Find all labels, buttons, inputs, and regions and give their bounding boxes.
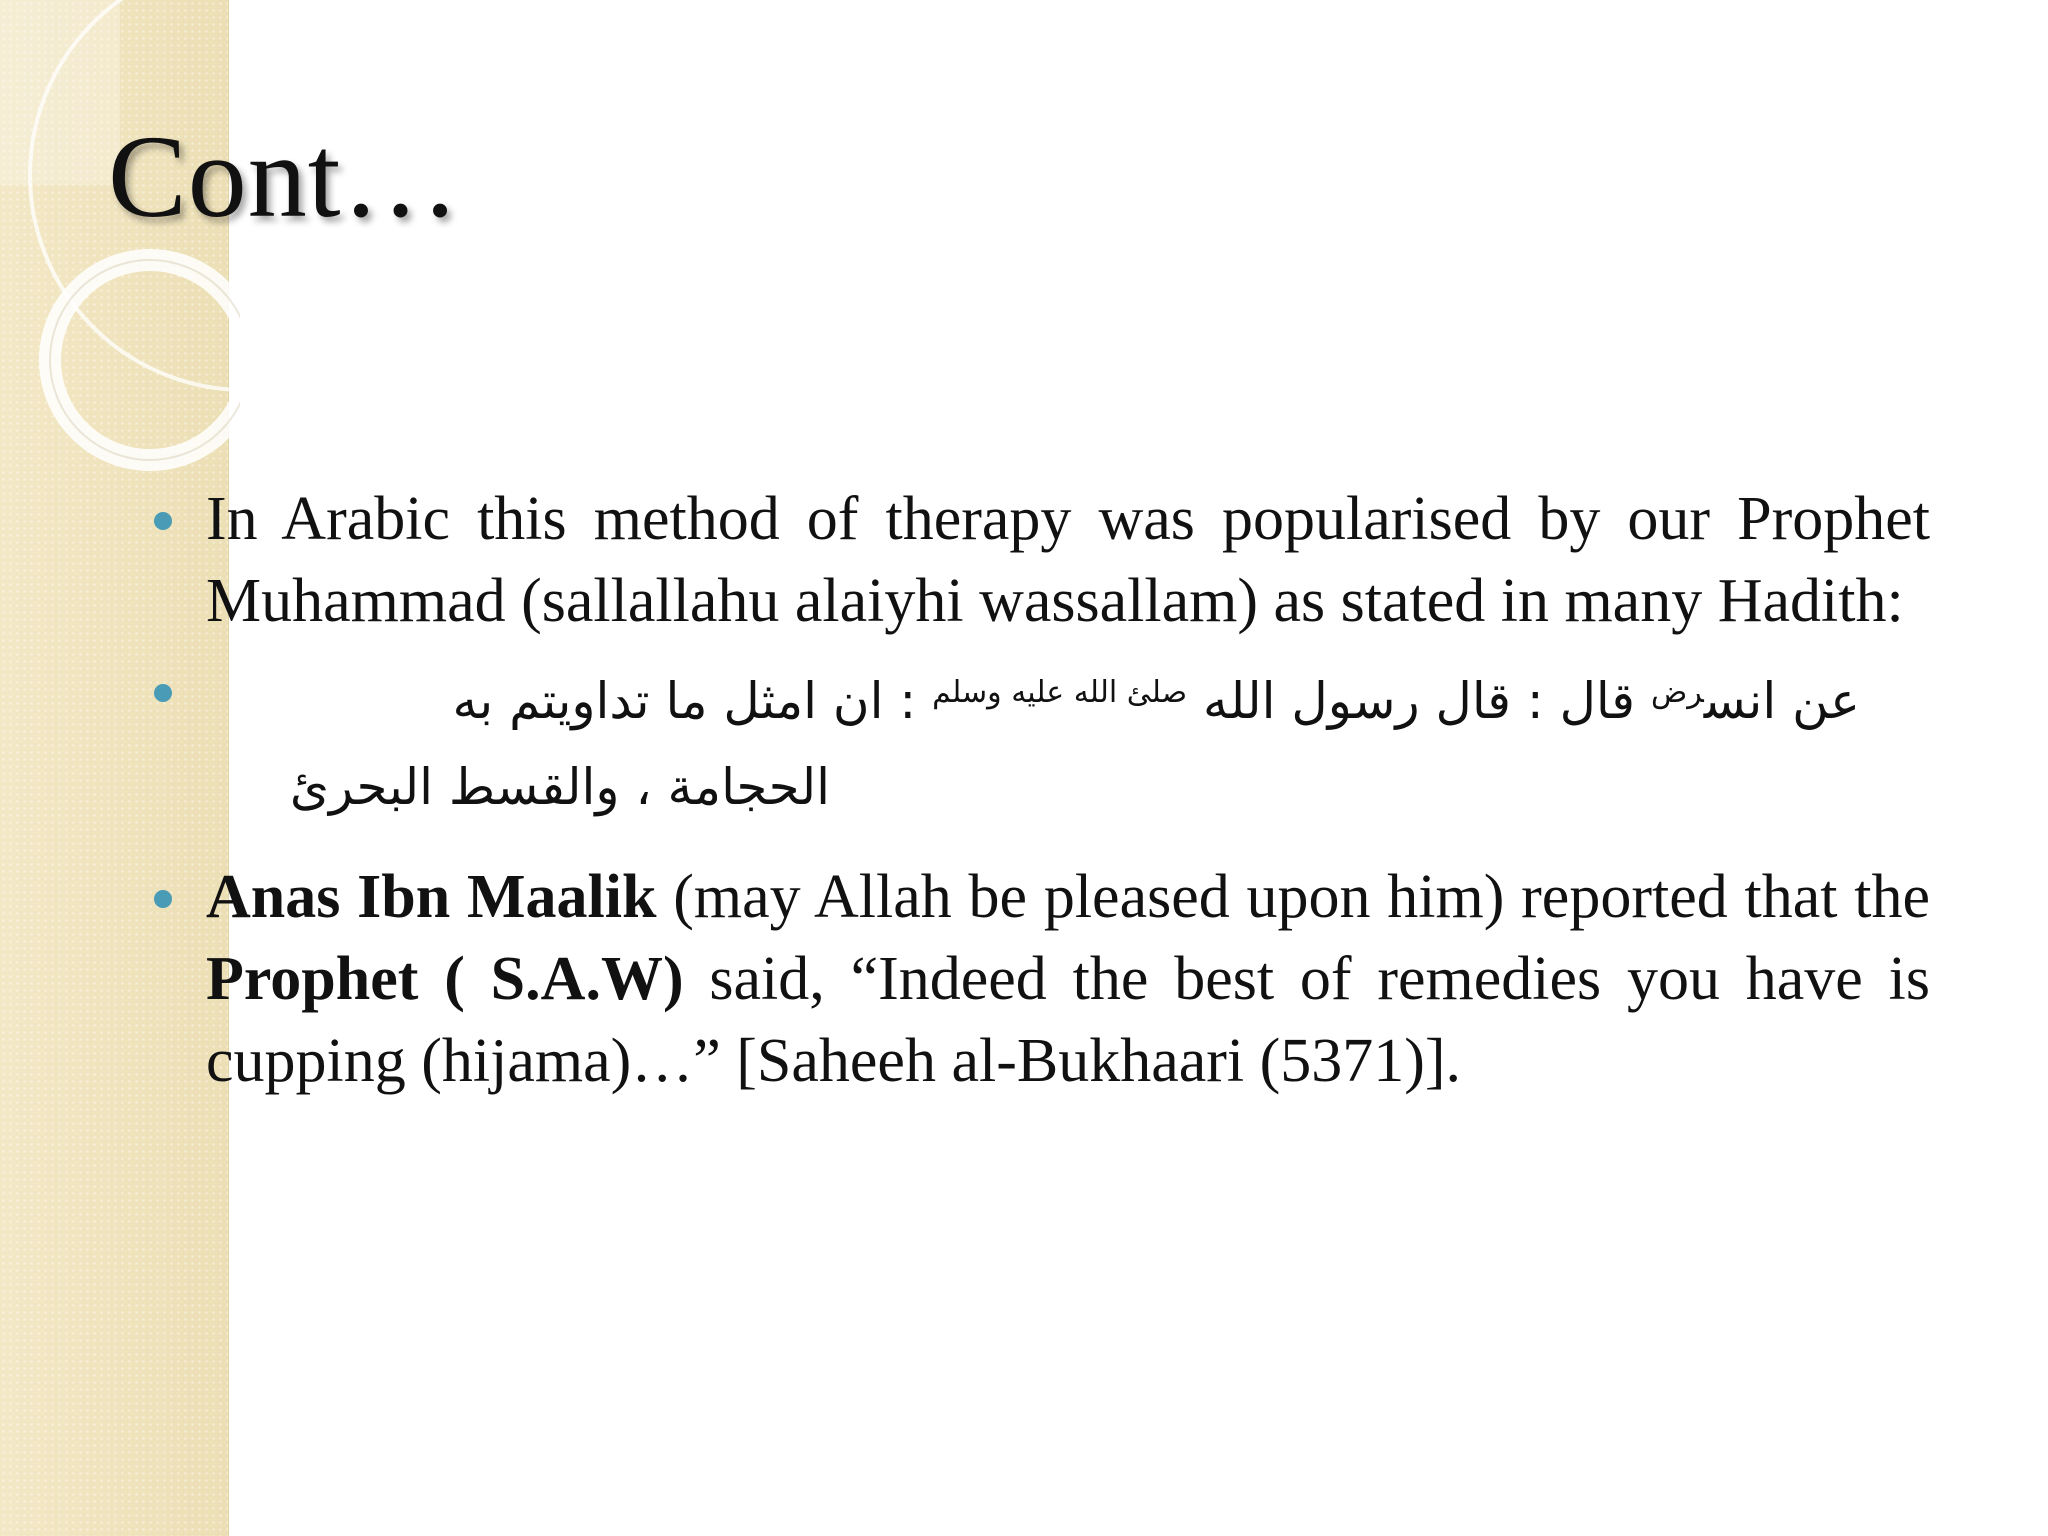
slide-title: Cont…	[108, 111, 461, 242]
arabic-text-c: قال : قال رسول الله	[1187, 672, 1651, 730]
bullet-text: (may Allah be pleased upon him) reported that the	[656, 863, 1930, 931]
bold-name: Anas Ibn Maalik	[206, 863, 657, 931]
arabic-text-e: : ان امثل ما تداويتم به	[452, 672, 933, 730]
decorative-rings	[0, 0, 240, 520]
bullet-text: In Arabic this method of therapy was popularised by our Prophet Muhammad (sallallahu alaiyhi wassallam) as stated in many Hadith:	[206, 485, 1930, 635]
arabic-text-b: رض	[1650, 675, 1704, 710]
bullet-dot-icon	[154, 512, 172, 530]
bullet-dot-icon	[154, 684, 172, 702]
arabic-text-line2: الحجامة ، والقسط البحرئ	[289, 758, 830, 816]
bullet-item	[140, 856, 1930, 1102]
bullet-item-arabic	[140, 650, 1930, 830]
arabic-text-a: عن انس	[1703, 672, 1860, 730]
bullet-text: said, “Indeed the best of remedies you have is cupping (hijama)…” [Saheeh al-Bukhaari (5371)].	[206, 945, 1930, 1095]
bold-prophet: Prophet ( S.A.W)	[206, 945, 684, 1013]
arabic-text-d: صلئ الله عليه وسلم	[932, 675, 1188, 710]
bullet-list	[140, 478, 1930, 1102]
bullet-item	[140, 478, 1930, 642]
bullet-dot-icon	[154, 890, 172, 908]
